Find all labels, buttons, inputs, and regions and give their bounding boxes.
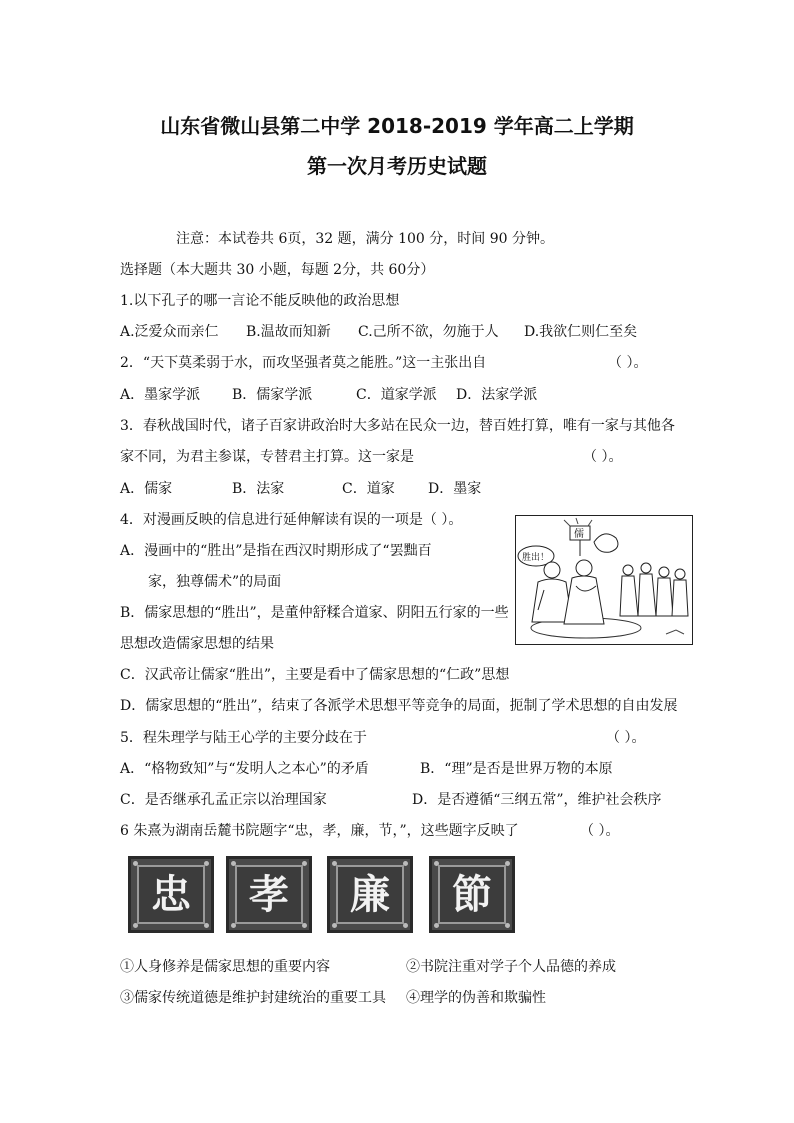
q6-item-2: ②书院注重对学子个人品德的养成 [406, 959, 616, 975]
plaque-character: 廉 [350, 871, 390, 918]
q3-option-a: A．儒家 [120, 481, 173, 497]
q6-item-1: ①人身修养是儒家思想的重要内容 [120, 959, 330, 975]
q6-item-3: ③儒家传统道德是维护封建统治的重要工具 [120, 990, 386, 1006]
plaque-character: 節 [452, 871, 492, 918]
q6-item-4: ④理学的伪善和欺骗性 [406, 990, 546, 1006]
page-title: 山东省微山县第二中学 2018-2019 学年高二上学期 [160, 114, 634, 138]
notice: 注意：本试卷共 6页，32 题，满分 100 分，时间 90 分钟。 [176, 231, 554, 247]
q3-option-b: B．法家 [232, 481, 285, 497]
q2-option-c: C．道家学派 [356, 387, 437, 403]
q4-option-a-line2: 家，独尊儒术”的局面 [148, 574, 282, 590]
q6-answer-blank: （ ）。 [580, 823, 620, 839]
q1-option-d: D.我欲仁则仁至矣 [524, 324, 638, 340]
q3-answer-blank: （ ）。 [583, 449, 623, 465]
q2-option-b: B．儒家学派 [232, 387, 313, 403]
cartoon-illustration [515, 515, 693, 645]
q1-option-c: C.己所不欲，勿施于人 [358, 324, 499, 340]
q4-option-c: C．汉武帝让儒家“胜出”，主要是看中了儒家思想的“仁政”思想 [120, 667, 510, 683]
q5-option-a: A．“格物致知”与“发明人之本心”的矛盾 [120, 761, 369, 777]
q1-option-b: B.温故而知新 [246, 324, 331, 340]
q5-option-c: C．是否继承孔孟正宗以治理国家 [120, 792, 327, 808]
plaque-integrity [327, 856, 413, 933]
q5-option-d: D．是否遵循“三纲五常”，维护社会秩序 [412, 792, 662, 808]
q2-answer-blank: （ ）。 [608, 355, 648, 371]
q4-option-b-line2: 思想改造儒家思想的结果 [120, 636, 274, 652]
q6-stem: 6 朱熹为湖南岳麓书院题字“忠，孝，廉，节，”，这些题字反映了 [120, 823, 519, 839]
section-heading: 选择题（本大题共 30 小题，每题 2分，共 60分） [120, 262, 435, 278]
plaque-character: 忠 [151, 871, 191, 918]
q5-option-b: B．“理”是否是世界万物的本原 [420, 761, 613, 777]
plaque-character: 孝 [249, 871, 289, 918]
q5-stem: 5．程朱理学与陆王心学的主要分歧在于 [120, 730, 367, 746]
q5-answer-blank: （ ）。 [606, 730, 646, 746]
q3-stem-line1: 3．春秋战国时代，诸子百家讲政治时大多站在民众一边，替百姓打算，唯有一家与其他各 [120, 418, 675, 434]
q4-option-b-line1: B．儒家思想的“胜出”，是董仲舒糅合道家、阴阳五行家的一些 [120, 605, 509, 621]
plaque-loyalty [128, 856, 214, 933]
q2-option-a: A．墨家学派 [120, 387, 201, 403]
q4-option-a-line1: A．漫画中的“胜出”是指在西汉时期形成了“罢黜百 [120, 543, 432, 559]
page-subtitle: 第一次月考历史试题 [307, 154, 487, 178]
q3-option-d: D．墨家 [428, 481, 482, 497]
cartoon-drawing [516, 516, 692, 644]
q4-stem: 4．对漫画反映的信息进行延伸解读有误的一项是（ ）。 [120, 512, 463, 528]
q2-option-d: D．法家学派 [456, 387, 538, 403]
q1-option-a: A.泛爱众而亲仁 [120, 324, 219, 340]
plaque-chastity [429, 856, 515, 933]
cartoon-bubble-text: 胜出！ [522, 553, 550, 563]
cartoon-sign-text: 儒 [574, 529, 584, 540]
q2-stem: 2．“天下莫柔弱于水，而攻坚强者莫之能胜。”这一主张出自 [120, 355, 487, 371]
q3-option-c: C．道家 [342, 481, 395, 497]
plaque-filial-piety [226, 856, 312, 933]
q3-stem-line2: 家不同，为君主参谋，专替君主打算。这一家是 [120, 449, 414, 465]
q1-stem: 1.以下孔子的哪一言论不能反映他的政治思想 [120, 293, 400, 309]
q4-option-d: D．儒家思想的“胜出”，结束了各派学术思想平等竞争的局面，扼制了学术思想的自由发展 [120, 698, 678, 714]
